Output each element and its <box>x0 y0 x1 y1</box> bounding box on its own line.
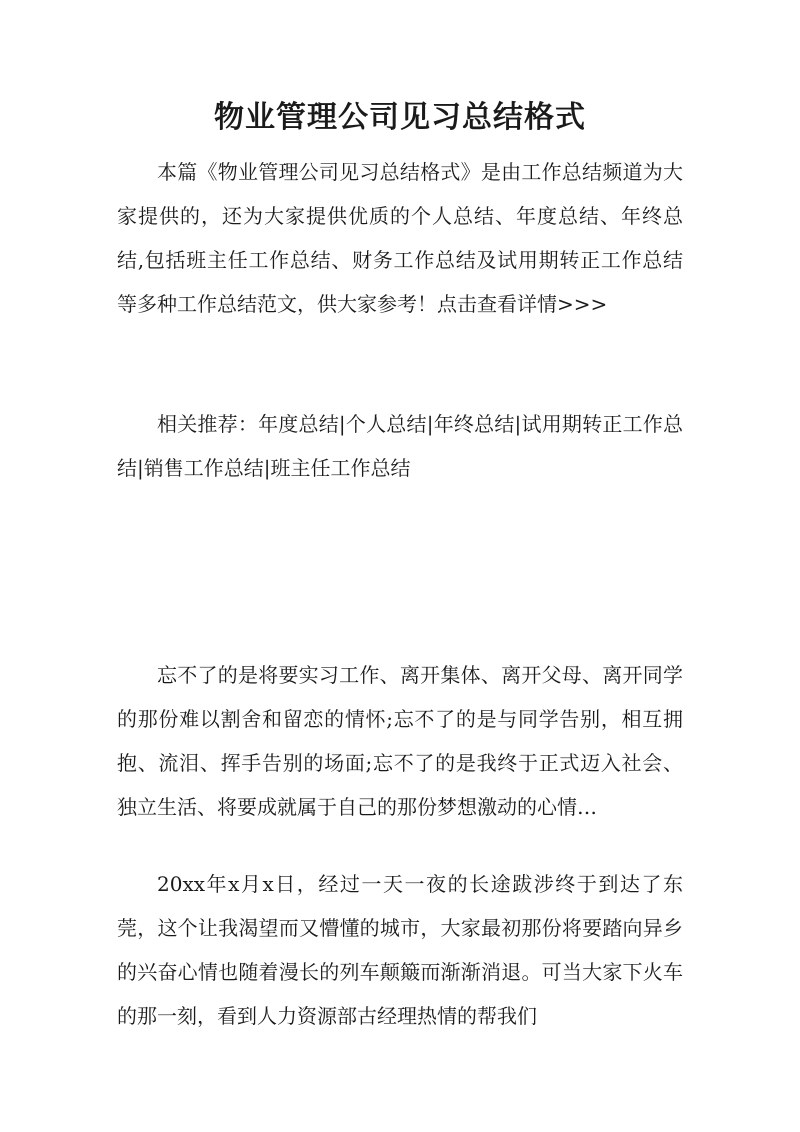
intro-paragraph: 本篇《物业管理公司见习总结格式》是由工作总结频道为大家提供的，还为大家提供优质的个人总结、年度总结、年终总结,包括班主任工作总结、财务工作总结及试用期转正工作总结等多种工作总结范文，供大家参考！点击查看详情>>> <box>117 160 683 316</box>
document-title: 物业管理公司见习总结格式 <box>214 100 586 135</box>
body-paragraph-1: 忘不了的是将要实习工作、离开集体、离开父母、离开同学的那份难以割舍和留恋的情怀;忘不了的是与同学告别，相互拥抱、流泪、挥手告别的场面;忘不了的是我终于正式迈入社会、独立生活、将要成就属于自己的那份梦想激动的心情… <box>117 663 683 819</box>
related-recommendations: 相关推荐：年度总结|个人总结|年终总结|试用期转正工作总结|销售工作总结|班主任工作总结 <box>117 412 683 480</box>
body-paragraph-2: 20xx年x月x日，经过一天一夜的长途跋涉终于到达了东莞，这个让我渴望而又懵懂的城市，大家最初那份将要踏向异乡的兴奋心情也随着漫长的列车颠簸而渐渐消退。可当大家下火车的那一刻，看到人力资源部古经理热情的帮我们 <box>117 872 683 1028</box>
